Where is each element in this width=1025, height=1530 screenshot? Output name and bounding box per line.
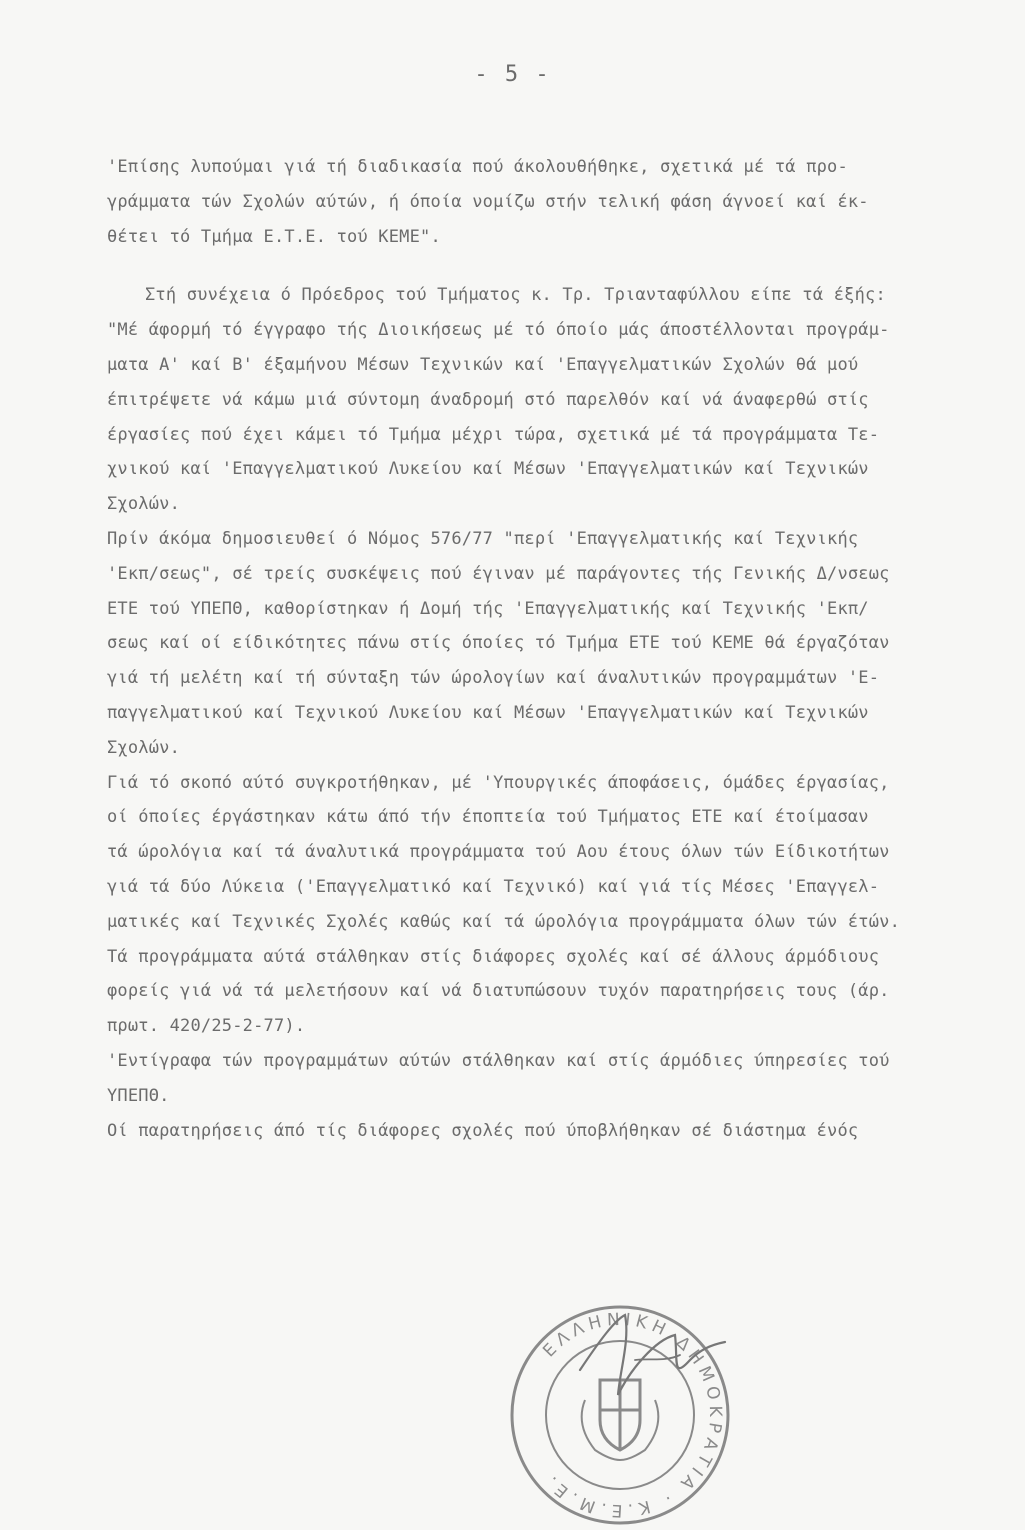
- stamp-text: ΕΛΛΗΝΙΚΗ ΔΗΜΟΚΡΑΤΙΑ · Κ.Ε.Μ.Ε.: [539, 1309, 726, 1521]
- text-line: έπιτρέψετε νά κάμω μιά σύντομη άναδρομή στό παρελθόν καί νά άναφερθώ στίς: [107, 389, 869, 410]
- text-line: 'Επίσης λυπούμαι γιά τή διαδικασία πού άκολουθήθηκε, σχετικά μέ τά προ-: [107, 157, 848, 177]
- text-line: ματα Α' καί Β' έξαμήνου Μέσων Τεχνικών καί 'Επαγγελματικών Σχολών θά μού: [107, 354, 859, 375]
- text-line: ματικές καί Τεχνικές Σχολές καθώς καί τά ώρολόγια προγράμματα όλων τών έτών.: [107, 911, 901, 932]
- text-line: Σχολών.: [107, 494, 181, 515]
- text-line: 'Εκπ/σεως", σέ τρείς συσκέψεις πού έγιναν μέ παράγοντες τής Γενικής Δ/νσεως: [107, 563, 890, 584]
- text-line: Γιά τό σκοπό αύτό συγκροτήθηκαν, μέ 'Υπουργικές άποφάσεις, όμάδες έργασίας,: [107, 772, 890, 793]
- text-line: χνικού καί 'Επαγγελματικού Λυκείου καί Μέσων 'Επαγγελματικών καί Τεχνικών: [107, 459, 869, 480]
- text-line: φορείς γιά νά τά μελετήσουν καί νά διατυπώσουν τυχόν παρατηρήσεις τους (άρ.: [107, 981, 890, 1002]
- text-line: οί όποίες έργάστηκαν κάτω άπό τήν έποπτεία τού Τμήματος ΕΤΕ καί έτοίμασαν: [107, 807, 869, 828]
- text-line: παγγελματικού καί Τεχνικού Λυκείου καί Μέσων 'Επαγγελματικών καί Τεχνικών: [107, 702, 869, 723]
- text-line: ΕΤΕ τού ΥΠΕΠΘ, καθορίστηκαν ή Δομή τής 'Επαγγελματικής καί Τεχνικής 'Εκπ/: [107, 598, 869, 619]
- text-line: Σχολών.: [107, 737, 181, 758]
- text-line: Στή συνέχεια ό Πρόεδρος τού Τμήματος κ. Τρ. Τριανταφύλλου είπε τά έξής:: [145, 285, 886, 306]
- text-line: ΥΠΕΠΘ.: [107, 1085, 170, 1106]
- text-line: γιά τή μελέτη καί τή σύνταξη τών ώρολογίων καί άναλυτικών προγραμμάτων 'Ε-: [107, 668, 880, 689]
- text-line: πρωτ. 420/25-2-77).: [107, 1016, 306, 1037]
- signature: [560, 1300, 740, 1420]
- text-line: έργασίες πού έχει κάμει τό Τμήμα μέχρι τώρα, σχετικά μέ τά προγράμματα Τε-: [107, 424, 880, 445]
- text-line: Τά προγράμματα αύτά στάλθηκαν στίς διάφορες σχολές καί σέ άλλους άρμόδιους: [107, 946, 880, 967]
- text-line: Οί παρατηρήσεις άπό τίς διάφορες σχολές πού ύποβλήθηκαν σέ διάστημα ένός: [107, 1120, 859, 1141]
- document-body: [107, 150, 967, 1148]
- text-line: 'Εντίγραφα τών προγραμμάτων αύτών στάλθηκαν καί στίς άρμόδιες ύπηρεσίες τού: [107, 1050, 890, 1071]
- text-line: τά ώρολόγια καί τά άναλυτικά προγράμματα τού Αου έτους όλων τών Είδικοτήτων: [107, 842, 890, 863]
- page-number: - 5 -: [474, 62, 551, 87]
- text-line: γράμματα τών Σχολών αύτών, ή όποία νομίζω στήν τελική φάση άγνοεί καί έκ-: [107, 191, 869, 212]
- text-line: γιά τά δύο Λύκεια ('Επαγγελματικό καί Τεχνικό) καί γιά τίς Μέσες 'Επαγγελ-: [107, 876, 880, 897]
- text-line: σεως καί οί είδικότητες πάνω στίς όποίες τό Τμήμα ΕΤΕ τού ΚΕΜΕ θά έργαζόταν: [107, 633, 890, 654]
- text-line: Πρίν άκόμα δημοσιευθεί ό Νόμος 576/77 "περί 'Επαγγελματικής καί Τεχνικής: [107, 528, 859, 549]
- text-line: θέτει τό Τμήμα Ε.Τ.Ε. τού ΚΕΜΕ".: [107, 226, 441, 247]
- text-line: "Μέ άφορμή τό έγγραφο τής Διοικήσεως μέ τό όποίο μάς άποστέλλονται προγράμ-: [107, 320, 890, 341]
